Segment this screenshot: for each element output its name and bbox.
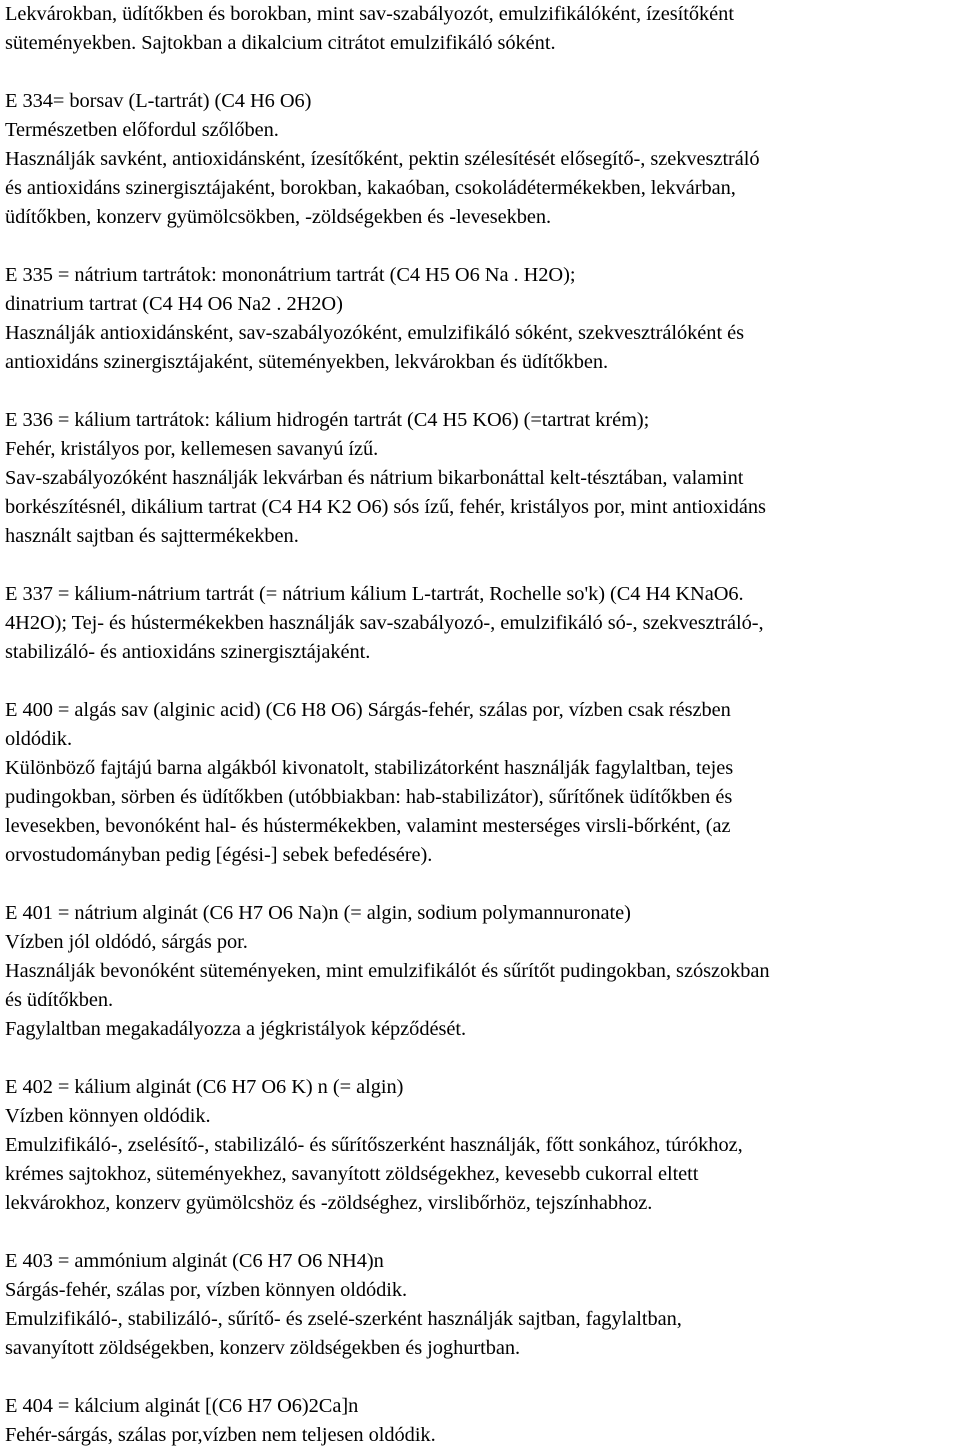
paragraph-gap [5, 1218, 957, 1247]
text-line: Fagylaltban megakadályozza a jégkristályok képződését. [5, 1018, 467, 1040]
text-line: Természetben előfordul szőlőben. [5, 119, 279, 141]
text-line: antioxidáns szinergisztájaként, süteményekben, lekvárokban és üdítőkben. [5, 351, 609, 373]
text-line: használt sajtban és sajttermékekben. [5, 525, 299, 547]
text-line: orvostudományban pedig [égési-] sebek befedésére). [5, 844, 433, 866]
paragraph-gap [5, 232, 957, 261]
text-line: Vízben jól oldódó, sárgás por. [5, 931, 248, 953]
additive-heading-e337: E 337 = kálium-nátrium tartrát (= nátrium kálium L-tartrát, Rochelle so'k) (C4 H4 KNaO6. [5, 583, 744, 605]
text-line: 4H2O); Tej- és hústermékekben használják sav-szabályozó-, emulzifikáló só-, szekvesztráló-, [5, 612, 764, 634]
paragraph-gap [5, 377, 957, 406]
paragraph-gap [5, 58, 957, 87]
text-line: Fehér-sárgás, szálas por,vízben nem teljesen oldódik. [5, 1424, 436, 1446]
text-line: üdítőkben, konzerv gyümölcsökben, -zöldségekben és -levesekben. [5, 206, 552, 228]
paragraph-gap [5, 551, 957, 580]
text-line: borkészítésnél, dikálium tartrat (C4 H4 K2 O6) sós ízű, fehér, kristályos por, mint antioxidáns [5, 496, 766, 518]
additive-heading-e336: E 336 = kálium tartrátok: kálium hidrogén tartrát (C4 H5 KO6) (=tartrat krém); [5, 409, 650, 431]
text-line: krémes sajtokhoz, süteményekhez, savanyított zöldségekhez, kevesebb cukorral eltett [5, 1163, 699, 1185]
additive-heading-e334: E 334= borsav (L-tartrát) (C4 H6 O6) [5, 90, 312, 112]
additive-heading-e402: E 402 = kálium alginát (C6 H7 O6 K) n (= algin) [5, 1076, 404, 1098]
text-line: Vízben könnyen oldódik. [5, 1105, 211, 1127]
text-line: Lekvárokban, üdítőkben és borokban, mint sav-szabályozót, emulzifikálóként, ízesítőként [5, 3, 734, 25]
additive-heading-e403: E 403 = ammónium alginát (C6 H7 O6 NH4)n [5, 1250, 384, 1272]
additive-heading-e404: E 404 = kálcium alginát [(C6 H7 O6)2Ca]n [5, 1395, 359, 1417]
text-line: oldódik. [5, 728, 73, 750]
document-page [5, 0, 957, 1450]
text-line: Sav-szabályozóként használják lekvárban és nátrium bikarbonáttal kelt-tésztában, valamint [5, 467, 744, 489]
text-line: Emulzifikáló-, zselésítő-, stabilizáló- és sűrítőszerként használják, főtt sonkához, túrókhoz, [5, 1134, 743, 1156]
text-line: dinatrium tartrat (C4 H4 O6 Na2 . 2H2O) [5, 293, 343, 315]
text-line: pudingokban, sörben és üdítőkben (utóbbiakban: hab-stabilizátor), sűrítőnek üdítőkben és [5, 786, 733, 808]
text-line: levesekben, bevonóként hal- és hústermékekben, valamint mesterséges virsli-bőrként, (az [5, 815, 731, 837]
paragraph-gap [5, 667, 957, 696]
paragraph-gap [5, 1363, 957, 1392]
additive-heading-e335: E 335 = nátrium tartrátok: mononátrium tartrát (C4 H5 O6 Na . H2O); [5, 264, 576, 286]
text-line: és üdítőkben. [5, 989, 114, 1011]
text-line: lekvárokhoz, konzerv gyümölcshöz és -zöldséghez, virslibőrhöz, tejszínhabhoz. [5, 1192, 653, 1214]
text-line: Használják antioxidánsként, sav-szabályozóként, emulzifikáló sóként, szekvesztrálóként és [5, 322, 744, 344]
text-line: Használják bevonóként süteményeken, mint emulzifikálót és sűrítőt pudingokban, szószokban [5, 960, 770, 982]
text-line: Sárgás-fehér, szálas por, vízben könnyen oldódik. [5, 1279, 408, 1301]
text-line: és antioxidáns szinergisztájaként, borokban, kakaóban, csokoládétermékekben, lekvárban, [5, 177, 736, 199]
text-line: Használják savként, antioxidánsként, ízesítőként, pektin szélesítését elősegítő-, szekvesztráló [5, 148, 760, 170]
text-line: stabilizáló- és antioxidáns szinergisztájaként. [5, 641, 371, 663]
text-line: süteményekben. Sajtokban a dikalcium citrátot emulzifikáló sóként. [5, 32, 556, 54]
additive-heading-e400: E 400 = algás sav (alginic acid) (C6 H8 O6) Sárgás-fehér, szálas por, vízben csak részben [5, 699, 731, 721]
text-line: Emulzifikáló-, stabilizáló-, sűrítő- és zselé-szerként használják sajtban, fagylaltban, [5, 1308, 682, 1330]
additive-heading-e401: E 401 = nátrium alginát (C6 H7 O6 Na)n (= algin, sodium polymannuronate) [5, 902, 631, 924]
paragraph-gap [5, 870, 957, 899]
text-line: Fehér, kristályos por, kellemesen savanyú ízű. [5, 438, 379, 460]
text-line: Különböző fajtájú barna algákból kivonatolt, stabilizátorként használják fagylaltban, tejes [5, 757, 734, 779]
paragraph-gap [5, 1044, 957, 1073]
text-line: savanyított zöldségekben, konzerv zöldségekben és joghurtban. [5, 1337, 521, 1359]
